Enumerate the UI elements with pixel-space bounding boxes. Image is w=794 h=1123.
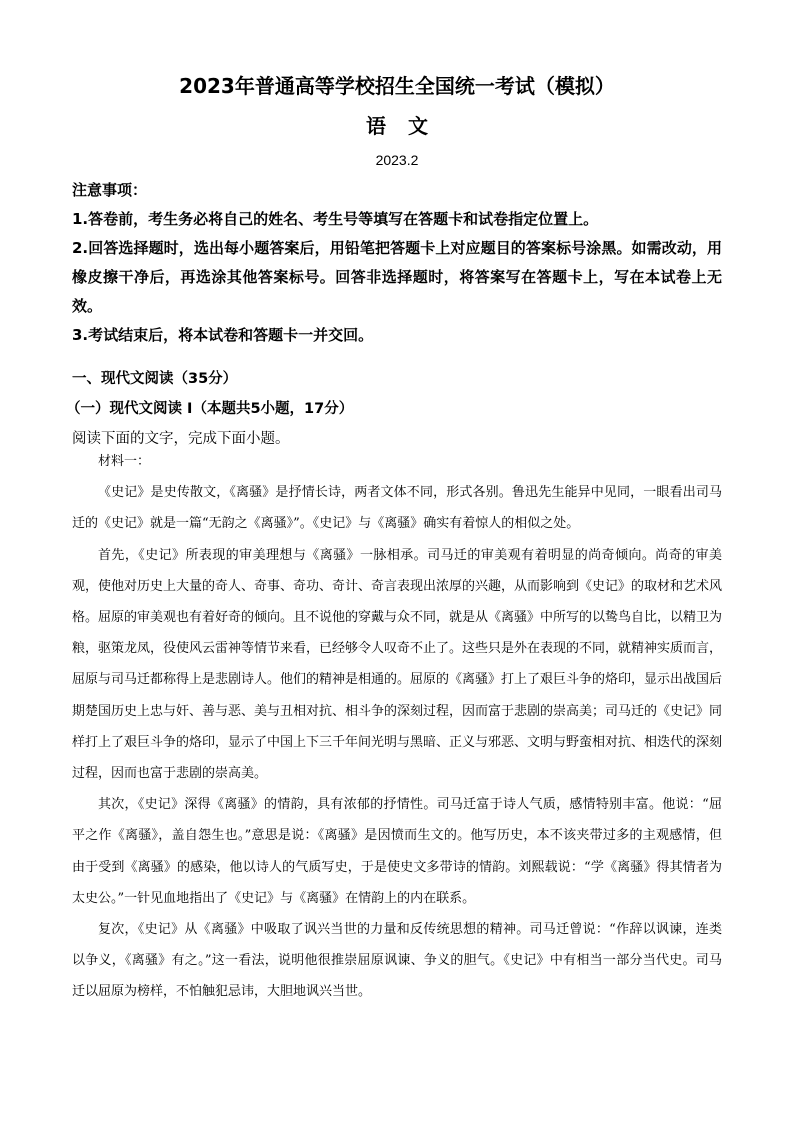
notice-heading: 注意事项： [72, 181, 148, 199]
notice-item-2: 2.回答选择题时，选出每小题答案后，用铅笔把答题卡上对应题目的答案标号涂黑。如需改动，用橡皮擦干净后，再选涂其他答案标号。回答非选择题时，将答案写在答题卡上，写在本试卷上无效。 [72, 239, 722, 315]
section-heading: 一、现代文阅读（35分） [72, 371, 238, 387]
notice-item-3: 3.考试结束后，将本试卷和答题卡一并交回。 [72, 326, 374, 344]
notice-item-1: 1.答卷前，考生务必将自己的姓名、考生号等填写在答题卡和试卷指定位置上。 [72, 210, 599, 228]
subject-title: 语文 [366, 114, 450, 138]
exam-title: 2023年普通高等学校招生全国统一考试（模拟） [179, 74, 615, 98]
material-paragraph-3: 其次，《史记》深得《离骚》的情韵，具有浓郁的抒情性。司马迁富于诗人气质，感情特别丰富。他说：“屈平之作《离骚》，盖自怨生也。”意思是说：《离骚》是因愤而生文的。他写历史，本不该夹带过多的主观感情，但由于受到《离骚》的感染，他以诗人的气质写史，于是使史文多带诗的情韵。刘熙载说：“学《离骚》得其情者为太史公。”一针见血地指出了《史记》与《离骚》在情韵上的内在联系。 [72, 797, 722, 906]
material-paragraph-2: 首先，《史记》所表现的审美理想与《离骚》一脉相承。司马迁的审美观有着明显的尚奇倾向。尚奇的审美观，使他对历史上大量的奇人、奇事、奇功、奇计、奇言表现出浓厚的兴趣，从而影响到《史记》的取材和艺术风格。屈原的审美观也有着好奇的倾向。且不说他的穿戴与众不同，就是从《离骚》中所写的以鸷鸟自比，以精卫为粮，驱策龙凤，役使风云雷神等情节来看，已经够令人叹奇不止了。这些只是外在表现的不同，就精神实质而言，屈原与司马迁都称得上是悲剧诗人。他们的精神是相通的。屈原的《离骚》打上了艰巨斗争的烙印，显示出战国后期楚国历史上忠与奸、善与恶、美与丑相对抗、相斗争的深刻过程，因而富于悲剧的崇高美；司马迁的《史记》同样打上了艰巨斗争的烙印，显示了中国上下三千年间光明与黑暗、正义与邪恶、文明与野蛮相对抗、相迭代的深刻过程，因而也富于悲剧的崇高美。 [72, 547, 723, 782]
section-subheading: （一）现代文阅读 I（本题共5小题，17分） [66, 401, 354, 417]
material-paragraph-4: 复次，《史记》从《离骚》中吸取了讽兴当世的力量和反传统思想的精神。司马迁曾说：“作辞以讽谏，连类以争义，《离骚》有之。”这一看法，说明他很推崇屈原讽谏、争义的胆气。《史记》中有相当一部分当代史。司马迁以屈原为榜样，不怕触犯忌讳，大胆地讽兴当世。 [72, 922, 722, 1000]
material-label: 材料一： [98, 454, 151, 469]
reading-material [72, 455, 722, 1008]
reading-instruction: 阅读下面的文字，完成下面小题。 [72, 431, 290, 447]
notice-section [72, 176, 722, 350]
material-paragraph-1: 《史记》是史传散文，《离骚》是抒情长诗，两者文体不同，形式各别。鲁迅先生能异中见同，一眼看出司马迁的《史记》就是一篇“无韵之《离骚》”。《史记》与《离骚》确实有着惊人的相似之处。 [72, 485, 722, 532]
exam-date: 2023.2 [375, 152, 419, 168]
